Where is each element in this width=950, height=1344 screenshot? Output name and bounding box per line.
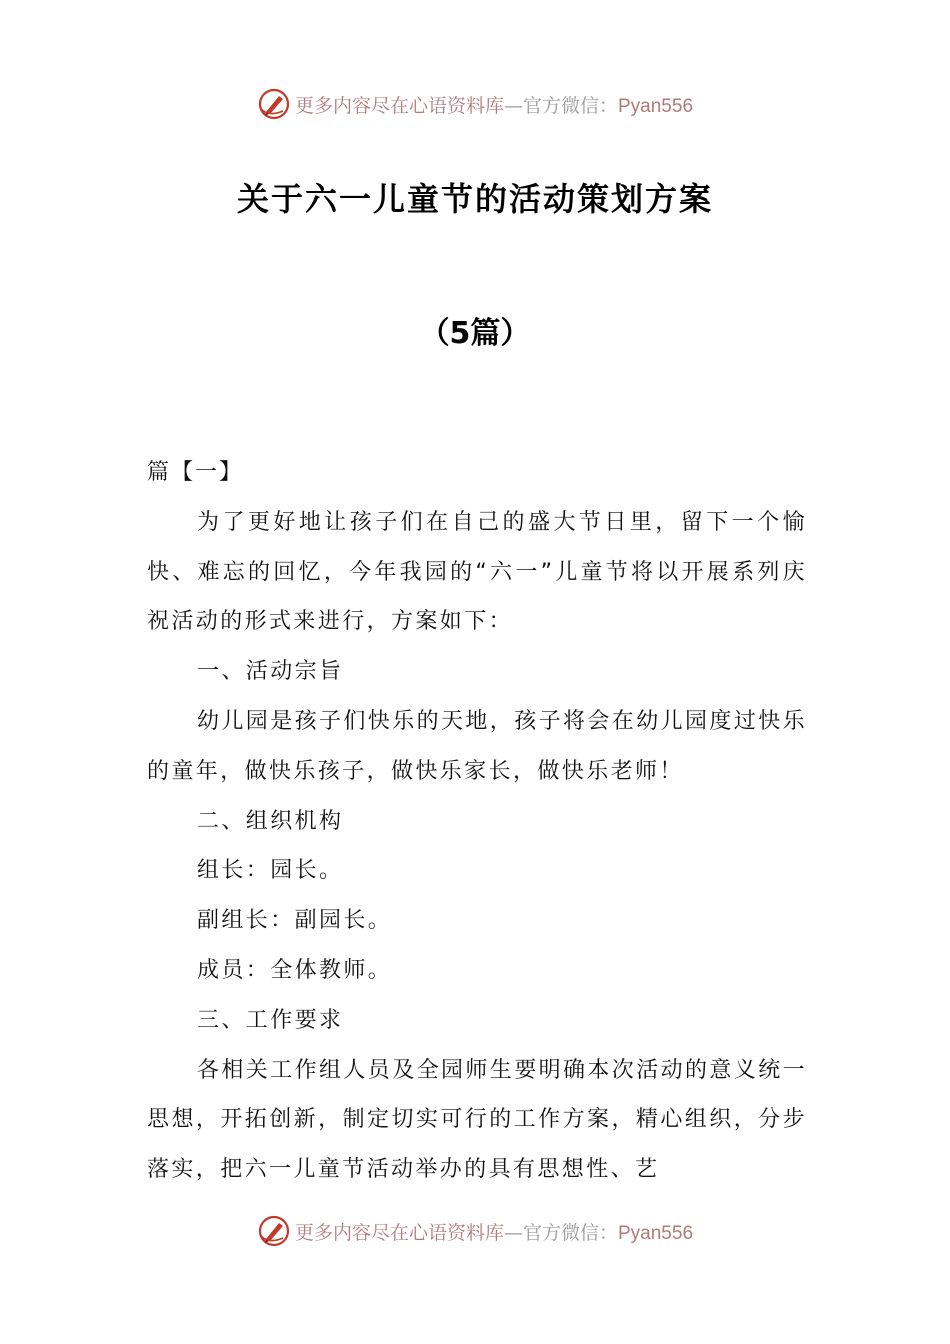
document-body	[147, 448, 807, 1195]
org-deputy-line: 副组长：副园长。	[197, 908, 393, 934]
banner-account: Pyan556	[618, 95, 694, 117]
banner-main-text: 更多内容尽在心语资料库	[294, 94, 504, 117]
banner-wechat-label: 官方微信：	[522, 1221, 618, 1244]
intro-paragraph: 为了更好地让孩子们在自己的盛大节日里，留下一个愉快、难忘的回忆，今年我园的“六一”儿童节将以开展系列庆祝活动的形式来进行，方案如下：	[147, 509, 807, 635]
section-heading-requirements: 三、工作要求	[197, 1007, 344, 1033]
banner-text	[295, 91, 693, 118]
section-label: 篇【一】	[147, 460, 244, 485]
banner-dash: —	[503, 1221, 523, 1244]
banner-wechat-label: 官方微信：	[522, 94, 618, 117]
org-leader-line: 组长：园长。	[197, 858, 344, 884]
document-title: 关于六一儿童节的活动策划方案	[236, 180, 713, 218]
document-subtitle: （5篇）	[419, 316, 531, 351]
pen-logo-icon	[257, 1214, 291, 1248]
section-heading-organization: 二、组织机构	[197, 808, 344, 834]
banner-account: Pyan556	[618, 1222, 694, 1244]
pen-logo-icon	[257, 87, 291, 121]
requirements-paragraph: 各相关工作组人员及全园师生要明确本次活动的意义统一思想，开拓创新，制定切实可行的工作方案，精心组织，分步落实，把六一儿童节活动举办的具有思想性、艺	[147, 1057, 808, 1183]
purpose-paragraph: 幼儿园是孩子们快乐的天地，孩子将会在幼儿园度过快乐的童年，做快乐孩子，做快乐家长，做快乐老师！	[147, 708, 808, 784]
section-heading-purpose: 一、活动宗旨	[197, 659, 344, 685]
banner-text	[295, 1218, 693, 1245]
footer-banner	[0, 1211, 950, 1251]
header-banner	[0, 84, 950, 124]
banner-dash: —	[503, 94, 523, 117]
banner-main-text: 更多内容尽在心语资料库	[294, 1221, 504, 1244]
org-members-line: 成员：全体教师。	[197, 957, 393, 983]
